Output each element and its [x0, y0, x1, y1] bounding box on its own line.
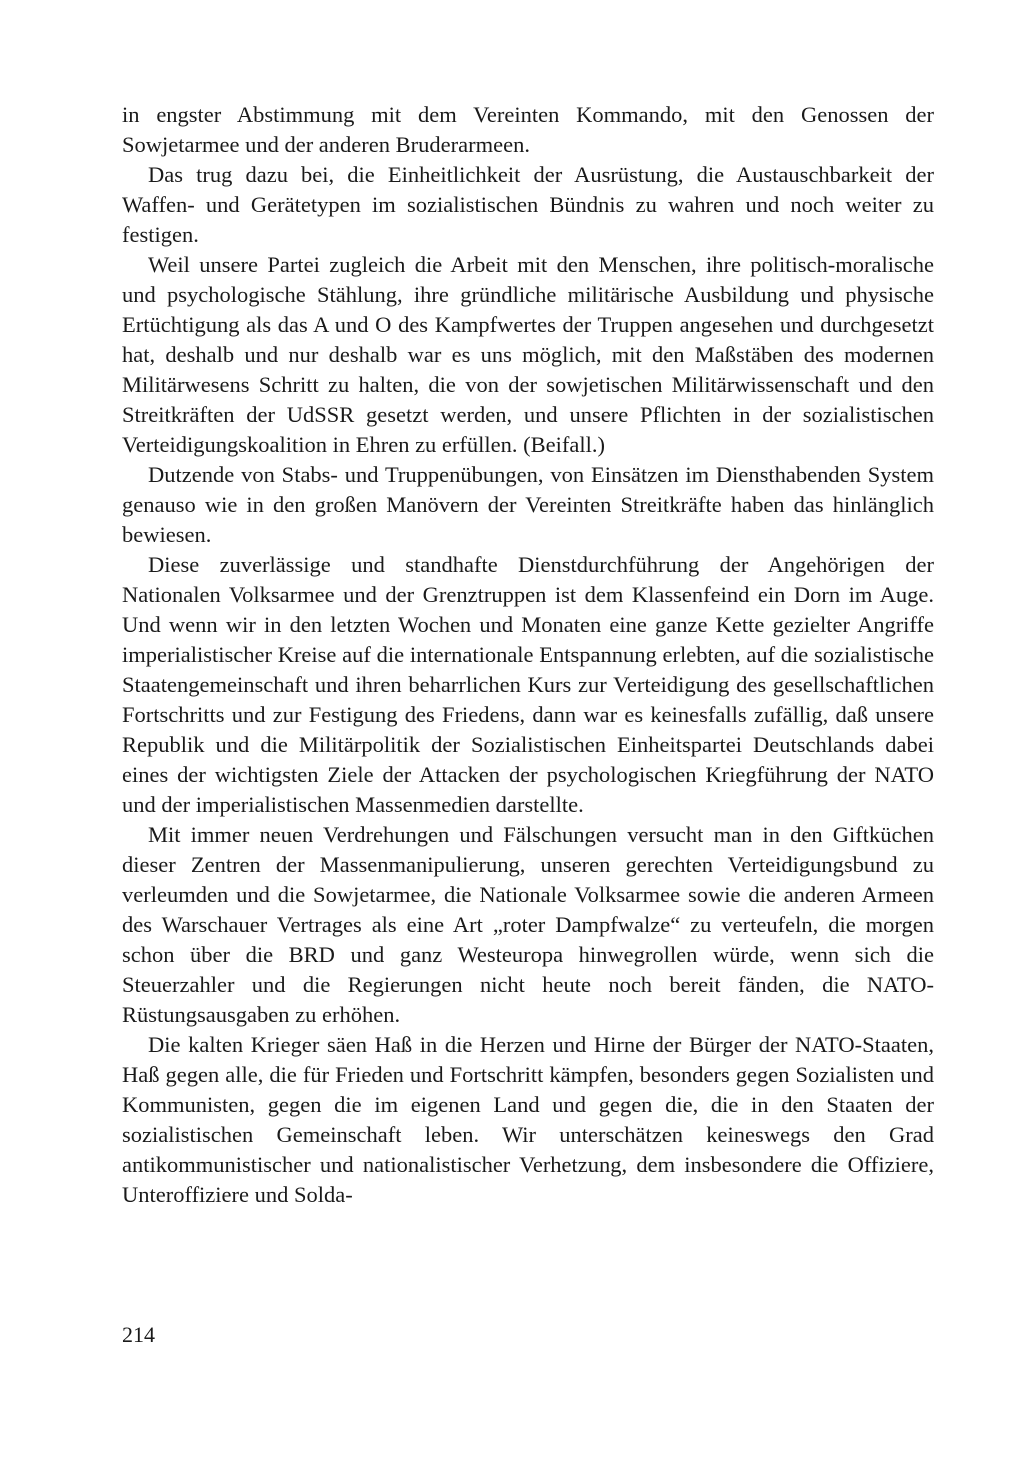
paragraph: in engster Abstimmung mit dem Vereinten Kommando, mit den Genossen der Sowjetarmee und der anderen Bruderarmeen. [122, 102, 934, 157]
paragraph: Mit immer neuen Verdrehungen und Fälschungen versucht man in den Giftküchen dieser Zentren der Massenmanipulierung, unseren gerechten Verteidigungsbund zu verleumden und die Sowjetarmee, die Nationale Volksarmee sowie die anderen Armeen des Warschauer Vertrages als eine Art „roter Dampfwalze“ zu verteufeln, die morgen schon über die BRD und ganz Westeuropa hinwegrollen würde, wenn sich die Steuerzahler und die Regierungen nicht heute noch bereit fänden, die NATO-Rüstungsausgaben zu erhöhen. [122, 822, 934, 1027]
paragraph: Dutzende von Stabs- und Truppenübungen, von Einsätzen im Diensthabenden System genauso wie in den großen Manövern der Vereinten Streitkräfte haben das hinlänglich bewiesen. [122, 462, 934, 547]
paragraph: Das trug dazu bei, die Einheitlichkeit der Ausrüstung, die Austauschbarkeit der Waffen- und Gerätetypen im sozialistischen Bündnis zu wahren und noch weiter zu festigen. [122, 162, 934, 247]
paragraph: Weil unsere Partei zugleich die Arbeit mit den Menschen, ihre politisch-moralische und psychologische Stählung, ihre gründliche militärische Ausbildung und physische Ertüchtigung als das A und O des Kampfwertes der Truppen angesehen und durchgesetzt hat, deshalb und nur deshalb war es uns möglich, mit den Maßstäben des modernen Militärwesens Schritt zu halten, die von der sowjetischen Militärwissenschaft und den Streitkräften der UdSSR gesetzt werden, und unsere Pflichten in der sozialistischen Verteidigungskoalition in Ehren zu erfüllen. (Beifall.) [122, 252, 934, 457]
page-number: 214 [122, 1322, 155, 1347]
paragraph: Die kalten Krieger säen Haß in die Herzen und Hirne der Bürger der NATO-Staaten, Haß gegen alle, die für Frieden und Fortschritt kämpfen, besonders gegen Sozialisten und Kommunisten, gegen die im eigenen Land und gegen die, die in den Staaten der sozialistischen Gemeinschaft leben. Wir unterschätzen keineswegs den Grad antikommunistischer und nationalistischer Verhetzung, dem insbesondere die Offiziere, Unteroffiziere und Solda- [122, 1032, 934, 1207]
paragraph: Diese zuverlässige und standhafte Dienstdurchführung der Angehörigen der Nationalen Volksarmee und der Grenztruppen ist dem Klassenfeind ein Dorn im Auge. Und wenn wir in den letzten Wochen und Monaten eine ganze Kette gezielter Angriffe imperialistischer Kreise auf die internationale Entspannung erlebten, auf die sozialistische Staatengemeinschaft und ihren beharrlichen Kurs zur Verteidigung des gesellschaftlichen Fortschritts und zur Festigung des Friedens, dann war es keinesfalls zufällig, daß unsere Republik und die Militärpolitik der Sozialistischen Einheitspartei Deutschlands dabei eines der wichtigsten Ziele der Attacken der psychologischen Kriegführung der NATO und der imperialistischen Massenmedien darstellte. [122, 552, 934, 817]
body-text [122, 100, 934, 1210]
